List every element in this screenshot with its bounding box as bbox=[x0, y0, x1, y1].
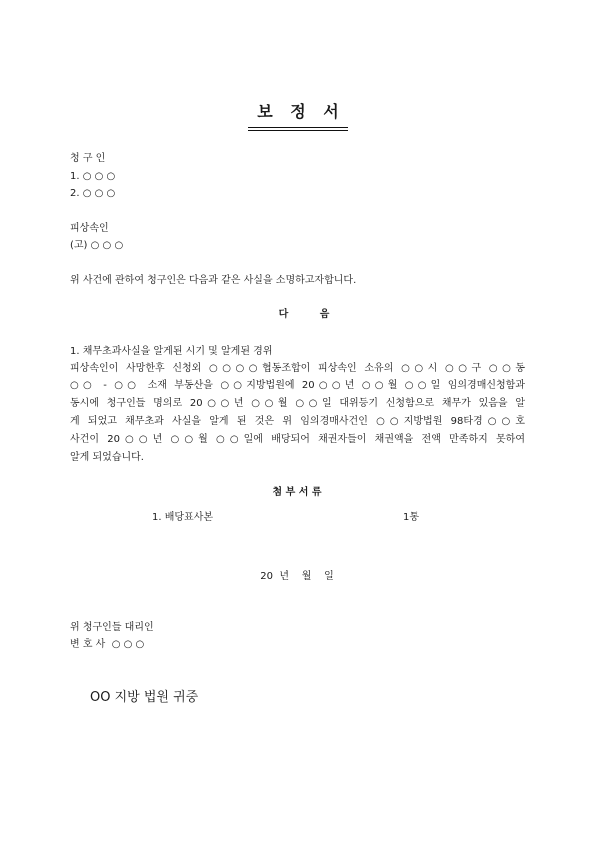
attachments-heading: 첨 부 서 류 bbox=[272, 487, 322, 498]
body-line: 피상속인이 사망한후 신청외 ○○○○협동조합이 피상속인 소유의 ○○시 ○○구 ○○동 bbox=[70, 363, 525, 374]
title-underline bbox=[248, 127, 348, 128]
intro-text: 위 사건에 관하여 청구인은 다음과 같은 사실을 소명하고자합니다. bbox=[70, 275, 357, 286]
body-line: 게 되었고 채무초과 사실을 알게 된 것은 위 임의경매사건인 ○○지방법원 98타경○○호 bbox=[70, 416, 525, 427]
claimant-1: 1. ○ ○ ○ bbox=[70, 171, 116, 182]
body-line: 동시에 청구인들 명의로 20○○년 ○○월 ○○일 대위등기 신청함으로 채무가 있음을 알 bbox=[70, 398, 525, 409]
decedent-label: 피상속인 bbox=[70, 223, 109, 234]
date-line: 20 년 월 일 bbox=[260, 571, 334, 582]
body-line-last: 알게 되었습니다. bbox=[70, 452, 144, 463]
item1-heading: 1. 채무초과사실을 알게된 시기 및 알게된 경위 bbox=[70, 346, 273, 357]
lawyer-line: 변 호 사 ○ ○ ○ bbox=[70, 639, 145, 650]
body-line: ○○ - ○○ 소재 부동산을 ○○지방법원에 20○○년 ○○월 ○○일 임의경매신청함과 bbox=[70, 380, 525, 391]
decedent-name: (고) ○ ○ ○ bbox=[70, 240, 124, 251]
title-block bbox=[248, 101, 348, 123]
claimant-2: 2. ○ ○ ○ bbox=[70, 188, 116, 199]
next-heading: 다 음 bbox=[278, 309, 344, 320]
claimant-label: 청 구 인 bbox=[70, 153, 106, 164]
attachment-count: 1통 bbox=[403, 512, 420, 523]
agent-line: 위 청구인들 대리인 bbox=[70, 622, 154, 633]
court-line: OO 지방 법원 귀중 bbox=[90, 690, 199, 705]
attachment-item: 1. 배당표사본 bbox=[152, 512, 214, 523]
document-title: 보 정 서 bbox=[257, 102, 345, 121]
body-line: 사건이 20○○년 ○○월 ○○일에 배당되어 채권자들이 채권액을 전액 만족하지 못하여 bbox=[70, 434, 525, 445]
title-underline-second bbox=[248, 130, 348, 131]
